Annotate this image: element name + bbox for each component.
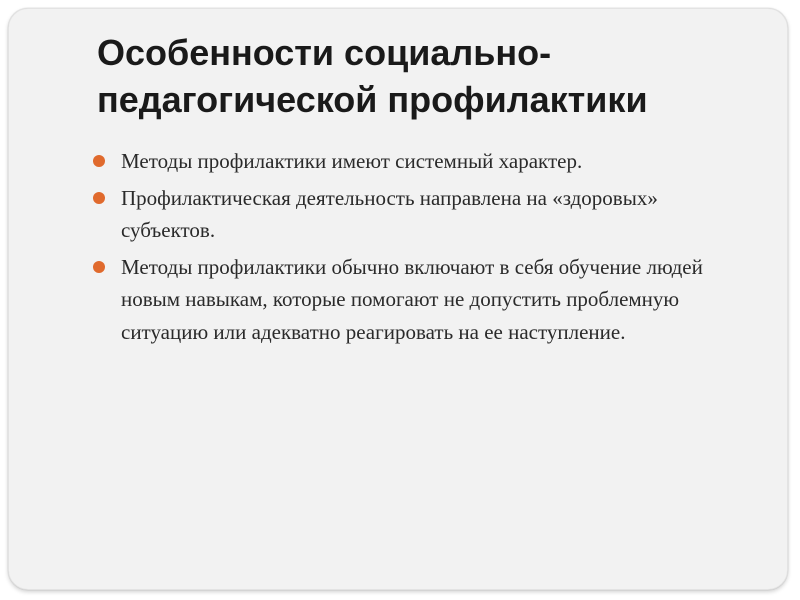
bullet-dot-icon [93, 192, 105, 204]
slide [8, 8, 788, 590]
bullet-item [93, 251, 753, 349]
bullet-item [93, 145, 753, 178]
bullet-text: Методы профилактики имеют системный характер. [121, 149, 583, 173]
bullet-item [93, 182, 753, 247]
bullet-dot-icon [93, 261, 105, 273]
bullet-text: Профилактическая деятельность направлена на «здоровых» субъектов. [121, 185, 658, 242]
bullet-dot-icon [93, 155, 105, 167]
bullet-text: Методы профилактики обычно включают в себя обучение людей новым навыкам, которые помогают не допустить проблемную ситуацию или адекватно реагировать на ее наступление. [121, 254, 703, 344]
slide-title: Особенности социально-педагогической профилактики [97, 32, 648, 120]
bullet-list [93, 145, 753, 352]
